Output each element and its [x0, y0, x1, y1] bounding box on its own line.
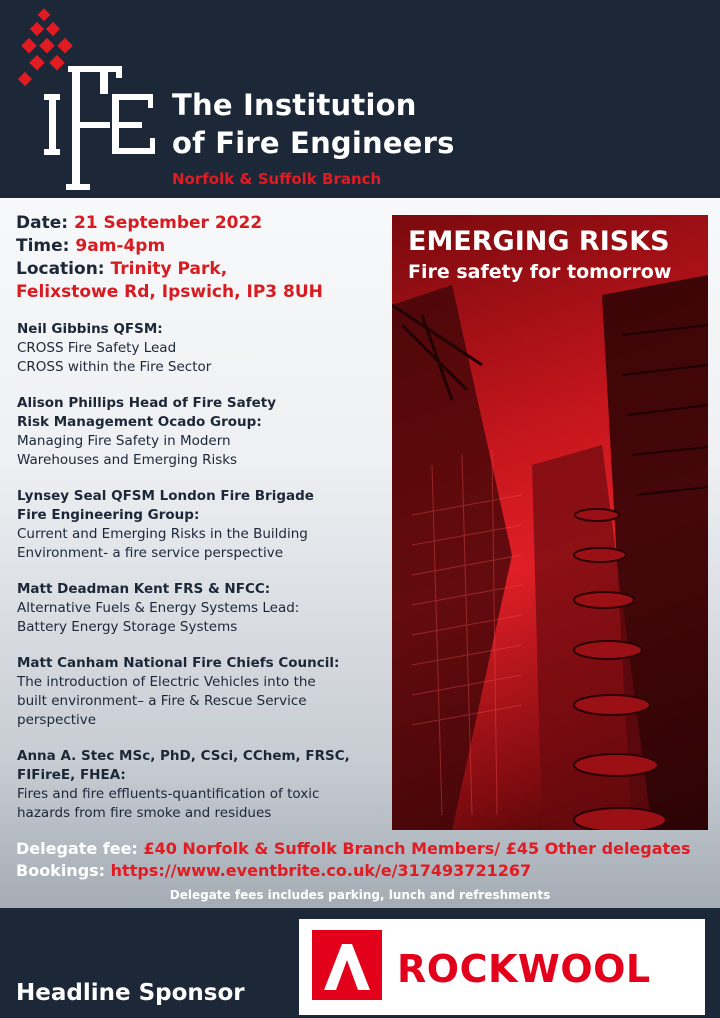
- speaker-item: [17, 487, 387, 563]
- speaker-talk: Managing Fire Safety in Modern Warehouses and Emerging Risks: [17, 433, 238, 468]
- speaker-name: Alison Phillips Head of Fire Safety Risk Management Ocado Group:: [17, 395, 276, 430]
- time-value: 9am-4pm: [75, 236, 166, 256]
- headline-sponsor-label: Headline Sponsor: [16, 980, 245, 1006]
- fees-note: Delegate fees includes parking, lunch and refreshments: [169, 888, 551, 902]
- skyscraper-illustration: [392, 215, 708, 830]
- speaker-talk: The introduction of Electric Vehicles into the built environment– a Fire & Rescue Service perspective: [17, 674, 316, 728]
- org-title-line1: The Institution: [172, 88, 417, 122]
- poster-subtitle: Fire safety for tomorrow: [408, 261, 672, 283]
- speaker-talk: Current and Emerging Risks in the Building Environment- a fire service perspective: [17, 526, 308, 561]
- delegate-fee-label: Delegate fee:: [16, 839, 138, 858]
- speaker-name: Lynsey Seal QFSM London Fire Brigade Fire Engineering Group:: [17, 488, 314, 523]
- fees-section: [16, 838, 691, 882]
- org-title-line2: of Fire Engineers: [172, 126, 455, 160]
- footer-band: [0, 908, 720, 1018]
- speaker-item: [17, 394, 387, 470]
- speaker-item: [17, 747, 387, 823]
- date-value: 21 September 2022: [73, 213, 263, 233]
- bookings-row: [16, 860, 691, 882]
- location-row: [16, 258, 323, 281]
- organization-title: [172, 86, 455, 162]
- header-band: [0, 0, 720, 198]
- speaker-talk: CROSS Fire Safety Lead CROSS within the Fire Sector: [17, 340, 212, 375]
- poster-title: EMERGING RISKS: [408, 226, 670, 257]
- delegate-fee-row: [16, 838, 691, 860]
- speaker-talk: Alternative Fuels & Energy Systems Lead: Battery Energy Storage Systems: [17, 600, 300, 635]
- location-label: Location:: [16, 259, 105, 279]
- date-row: [16, 212, 323, 235]
- delegate-fee-value: £40 Norfolk & Suffolk Branch Members/ £45 Other delegates: [143, 839, 691, 858]
- event-details: [16, 212, 323, 304]
- event-poster-image: [392, 215, 708, 830]
- speaker-list: [17, 320, 387, 840]
- speaker-talk: Fires and fire effluents-quantification of toxic hazards from fire smoke and residues: [17, 786, 320, 821]
- bookings-label: Bookings:: [16, 861, 106, 880]
- bookings-link[interactable]: https://www.eventbrite.co.uk/e/317493721267: [110, 861, 532, 880]
- branch-name: Norfolk & Suffolk Branch: [172, 170, 382, 188]
- speaker-name: Anna A. Stec MSc, PhD, CSci, CChem, FRSC, FIFireE, FHEA:: [17, 748, 350, 783]
- speaker-name: Neil Gibbins QFSM:: [17, 321, 163, 337]
- speaker-name: Matt Deadman Kent FRS & NFCC:: [17, 581, 271, 597]
- location-value-line1: Trinity Park,: [110, 259, 228, 279]
- location-value-line2: Felixstowe Rd, Ipswich, IP3 8UH: [16, 282, 323, 302]
- ife-logo: [16, 4, 176, 194]
- speaker-item: [17, 320, 387, 377]
- rockwool-mark-icon: [312, 930, 382, 1000]
- time-label: Time:: [16, 236, 70, 256]
- speaker-item: [17, 654, 387, 730]
- time-row: [16, 235, 323, 258]
- speaker-name: Matt Canham National Fire Chiefs Council:: [17, 655, 340, 671]
- speaker-item: [17, 580, 387, 637]
- date-label: Date:: [16, 213, 69, 233]
- sponsor-logo-box: [299, 919, 705, 1015]
- sponsor-name: ROCKWOOL: [397, 947, 651, 991]
